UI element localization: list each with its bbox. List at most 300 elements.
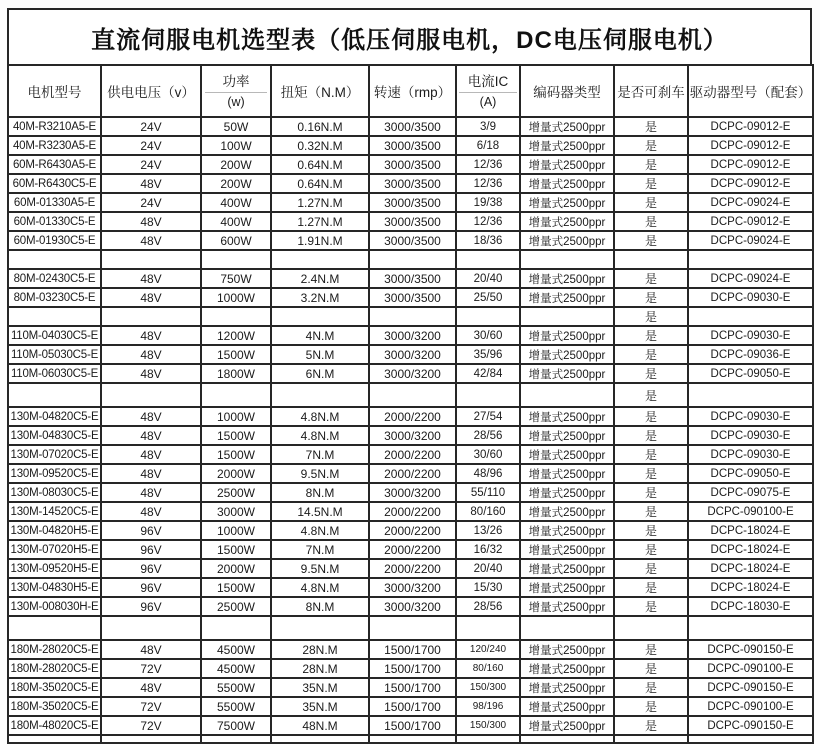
table-cell — [520, 250, 614, 269]
table-cell: 96V — [101, 597, 201, 616]
table-cell: 130M-07020C5-E — [8, 445, 101, 464]
table-cell — [101, 250, 201, 269]
motor-selection-sheet — [7, 8, 812, 744]
table-row — [8, 407, 813, 426]
table-cell: DCPC-09050-E — [688, 364, 813, 383]
table-cell: 是 — [614, 540, 688, 559]
table-row — [8, 364, 813, 383]
table-cell: 是 — [614, 269, 688, 288]
table-cell: 13/26 — [456, 521, 520, 540]
table-cell: 96V — [101, 521, 201, 540]
table-cell: 0.64N.M — [271, 174, 369, 193]
table-cell: 130M-09520C5-E — [8, 464, 101, 483]
table-cell: 1500/1700 — [369, 678, 456, 697]
table-cell: 增量式2500ppr — [520, 117, 614, 136]
table-cell: 增量式2500ppr — [520, 155, 614, 174]
table-cell: 2500W — [201, 597, 271, 616]
table-cell: 60M-01930C5-E — [8, 231, 101, 250]
table-cell: 增量式2500ppr — [520, 445, 614, 464]
table-cell: 3000/3200 — [369, 426, 456, 445]
table-cell — [271, 383, 369, 407]
table-cell — [520, 307, 614, 326]
table-row — [8, 616, 813, 640]
table-cell: 1.91N.M — [271, 231, 369, 250]
table-cell: 14.5N.M — [271, 502, 369, 521]
table-cell: 96V — [101, 540, 201, 559]
table-cell: 3000/3500 — [369, 231, 456, 250]
motor-selection-table — [7, 64, 814, 744]
table-cell: DCPC-09024-E — [688, 193, 813, 212]
table-cell: DCPC-09030-E — [688, 426, 813, 445]
table-cell: 是 — [614, 445, 688, 464]
table-row — [8, 345, 813, 364]
table-cell: 28N.M — [271, 640, 369, 659]
table-cell: 48V — [101, 678, 201, 697]
table-cell: 3000/3200 — [369, 364, 456, 383]
table-cell: 是 — [614, 502, 688, 521]
table-cell: 48V — [101, 502, 201, 521]
table-cell: 0.16N.M — [271, 117, 369, 136]
table-cell: 是 — [614, 697, 688, 716]
table-cell: 8N.M — [271, 483, 369, 502]
table-cell — [271, 616, 369, 640]
table-row — [8, 426, 813, 445]
table-cell: 2000W — [201, 559, 271, 578]
table-cell — [369, 383, 456, 407]
table-cell: 1.27N.M — [271, 212, 369, 231]
page-title: 直流伺服电机选型表（低压伺服电机，DC电压伺服电机） — [91, 26, 728, 54]
table-row — [8, 540, 813, 559]
table-cell: 130M-08030C5-E — [8, 483, 101, 502]
table-cell — [520, 383, 614, 407]
table-cell: 1500/1700 — [369, 659, 456, 678]
table-row — [8, 117, 813, 136]
table-cell — [456, 250, 520, 269]
table-cell: 80/160 — [456, 659, 520, 678]
table-cell: 20/40 — [456, 559, 520, 578]
table-cell: 增量式2500ppr — [520, 136, 614, 155]
table-cell: 2.4N.M — [271, 269, 369, 288]
table-cell: 增量式2500ppr — [520, 174, 614, 193]
table-cell — [688, 250, 813, 269]
table-cell: 1200W — [201, 326, 271, 345]
table-cell: 400W — [201, 193, 271, 212]
table-cell: 9.5N.M — [271, 559, 369, 578]
table-cell: 24V — [101, 155, 201, 174]
table-row — [8, 640, 813, 659]
table-cell: DCPC-09012-E — [688, 136, 813, 155]
table-cell: 8N.M — [271, 597, 369, 616]
table-cell: 2000/2200 — [369, 540, 456, 559]
column-header-1: 供电电压（v） — [101, 65, 201, 117]
table-cell: 3000/3200 — [369, 597, 456, 616]
table-cell: 是 — [614, 174, 688, 193]
column-header-3: 扭矩（N.M） — [271, 65, 369, 117]
table-cell: 12/36 — [456, 212, 520, 231]
table-cell: 是 — [614, 136, 688, 155]
table-row — [8, 464, 813, 483]
table-cell: 是 — [614, 307, 688, 326]
table-cell: 72V — [101, 716, 201, 735]
table-cell: 19/38 — [456, 193, 520, 212]
table-cell: 5500W — [201, 697, 271, 716]
table-row — [8, 383, 813, 407]
table-cell — [8, 383, 101, 407]
table-cell — [271, 735, 369, 743]
table-cell — [101, 616, 201, 640]
table-cell: 1000W — [201, 407, 271, 426]
table-cell: DCPC-090150-E — [688, 716, 813, 735]
table-cell: DCPC-09024-E — [688, 231, 813, 250]
table-cell: 增量式2500ppr — [520, 231, 614, 250]
table-cell: 4.8N.M — [271, 578, 369, 597]
table-cell — [201, 383, 271, 407]
table-cell: 80M-03230C5-E — [8, 288, 101, 307]
table-cell: 42/84 — [456, 364, 520, 383]
column-header-7: 是否可刹车 — [614, 65, 688, 117]
table-cell — [614, 735, 688, 743]
table-cell: 7500W — [201, 716, 271, 735]
table-cell: 增量式2500ppr — [520, 288, 614, 307]
table-cell: 96V — [101, 559, 201, 578]
table-cell: 1.27N.M — [271, 193, 369, 212]
table-cell: 4.8N.M — [271, 521, 369, 540]
table-cell — [8, 735, 101, 743]
table-cell — [201, 250, 271, 269]
table-cell: DCPC-18024-E — [688, 578, 813, 597]
table-cell: 110M-04030C5-E — [8, 326, 101, 345]
table-cell: 48N.M — [271, 716, 369, 735]
table-cell: 48V — [101, 231, 201, 250]
table-cell — [614, 616, 688, 640]
table-row — [8, 445, 813, 464]
table-cell: 2000/2200 — [369, 559, 456, 578]
table-cell: 130M-04820C5-E — [8, 407, 101, 426]
table-row — [8, 193, 813, 212]
table-cell — [369, 307, 456, 326]
table-cell: 4.8N.M — [271, 426, 369, 445]
table-cell — [101, 307, 201, 326]
table-cell: 3000/3500 — [369, 212, 456, 231]
table-cell: 48V — [101, 483, 201, 502]
table-cell: 1500W — [201, 445, 271, 464]
table-cell: 是 — [614, 364, 688, 383]
table-cell: DCPC-09012-E — [688, 117, 813, 136]
table-cell: 是 — [614, 231, 688, 250]
table-cell: 180M-35020C5-E — [8, 697, 101, 716]
table-cell: 增量式2500ppr — [520, 407, 614, 426]
table-cell: 35N.M — [271, 697, 369, 716]
table-cell: DCPC-090100-E — [688, 697, 813, 716]
table-cell: DCPC-18030-E — [688, 597, 813, 616]
table-cell: 48V — [101, 407, 201, 426]
table-cell: 是 — [614, 345, 688, 364]
table-cell: 4500W — [201, 640, 271, 659]
table-cell: 30/60 — [456, 326, 520, 345]
table-cell: 80M-02430C5-E — [8, 269, 101, 288]
table-cell: 增量式2500ppr — [520, 364, 614, 383]
table-cell: 增量式2500ppr — [520, 540, 614, 559]
table-cell — [8, 307, 101, 326]
table-cell — [369, 735, 456, 743]
table-cell — [688, 735, 813, 743]
table-cell: 增量式2500ppr — [520, 212, 614, 231]
table-cell: 7N.M — [271, 445, 369, 464]
table-cell: 增量式2500ppr — [520, 659, 614, 678]
table-row — [8, 155, 813, 174]
table-cell: 增量式2500ppr — [520, 578, 614, 597]
table-cell: 130M-07020H5-E — [8, 540, 101, 559]
table-body — [8, 117, 813, 743]
table-cell: 48V — [101, 269, 201, 288]
table-cell: 40M-R3230A5-E — [8, 136, 101, 155]
table-cell — [688, 383, 813, 407]
table-cell: 2000/2200 — [369, 464, 456, 483]
table-cell: 2000/2200 — [369, 445, 456, 464]
table-row — [8, 136, 813, 155]
table-cell: 60M-01330C5-E — [8, 212, 101, 231]
table-cell: 0.64N.M — [271, 155, 369, 174]
table-cell: 3000/3200 — [369, 578, 456, 597]
table-cell: 3000/3500 — [369, 269, 456, 288]
table-cell: 3.2N.M — [271, 288, 369, 307]
table-cell: 增量式2500ppr — [520, 464, 614, 483]
table-cell — [520, 735, 614, 743]
table-cell: 27/54 — [456, 407, 520, 426]
table-cell: 180M-28020C5-E — [8, 659, 101, 678]
table-cell: DCPC-090100-E — [688, 502, 813, 521]
table-cell: 150/300 — [456, 716, 520, 735]
table-cell: 增量式2500ppr — [520, 502, 614, 521]
table-cell: 3000/3500 — [369, 136, 456, 155]
table-cell: DCPC-09030-E — [688, 407, 813, 426]
table-header — [8, 65, 813, 117]
table-cell: 35/96 — [456, 345, 520, 364]
table-cell: 6/18 — [456, 136, 520, 155]
table-cell: 1500W — [201, 345, 271, 364]
table-cell — [456, 307, 520, 326]
table-cell: 48/96 — [456, 464, 520, 483]
table-cell: 48V — [101, 345, 201, 364]
table-cell: 9.5N.M — [271, 464, 369, 483]
table-cell: 5N.M — [271, 345, 369, 364]
table-cell: DCPC-09030-E — [688, 445, 813, 464]
table-cell: 150/300 — [456, 678, 520, 697]
table-cell: 是 — [614, 212, 688, 231]
column-header-8: 驱动器型号（配套） — [688, 65, 813, 117]
table-row — [8, 716, 813, 735]
table-cell — [456, 735, 520, 743]
table-cell: 48V — [101, 326, 201, 345]
table-cell: DCPC-09030-E — [688, 288, 813, 307]
table-cell: 28/56 — [456, 597, 520, 616]
table-cell: 3000/3500 — [369, 117, 456, 136]
table-row — [8, 174, 813, 193]
table-row — [8, 250, 813, 269]
column-header-2: 功率 (w) — [201, 65, 271, 117]
table-row — [8, 307, 813, 326]
table-cell: 增量式2500ppr — [520, 597, 614, 616]
table-cell — [688, 307, 813, 326]
table-cell — [456, 383, 520, 407]
table-cell: DCPC-09030-E — [688, 326, 813, 345]
table-cell: 48V — [101, 364, 201, 383]
table-cell: 是 — [614, 326, 688, 345]
table-cell: 0.32N.M — [271, 136, 369, 155]
table-cell: DCPC-09012-E — [688, 212, 813, 231]
table-cell: DCPC-090150-E — [688, 640, 813, 659]
table-cell — [369, 616, 456, 640]
table-cell: 1000W — [201, 288, 271, 307]
table-cell: 40M-R3210A5-E — [8, 117, 101, 136]
table-cell: 60M-R6430C5-E — [8, 174, 101, 193]
table-cell: 是 — [614, 193, 688, 212]
table-cell: 是 — [614, 559, 688, 578]
table-cell: DCPC-09075-E — [688, 483, 813, 502]
table-cell: DCPC-09036-E — [688, 345, 813, 364]
table-cell — [201, 307, 271, 326]
table-cell: 48V — [101, 445, 201, 464]
table-cell: 72V — [101, 697, 201, 716]
table-cell: 是 — [614, 578, 688, 597]
table-cell: DCPC-09012-E — [688, 155, 813, 174]
table-row — [8, 735, 813, 743]
table-cell: 180M-35020C5-E — [8, 678, 101, 697]
table-cell: DCPC-09024-E — [688, 269, 813, 288]
table-cell: 3000/3500 — [369, 193, 456, 212]
table-cell: 48V — [101, 640, 201, 659]
table-cell: 是 — [614, 640, 688, 659]
table-cell — [369, 250, 456, 269]
table-cell: 增量式2500ppr — [520, 483, 614, 502]
table-row — [8, 269, 813, 288]
table-cell: 增量式2500ppr — [520, 697, 614, 716]
table-cell: 3/9 — [456, 117, 520, 136]
table-row — [8, 521, 813, 540]
table-cell: 48V — [101, 464, 201, 483]
table-cell: 是 — [614, 659, 688, 678]
table-cell: DCPC-090150-E — [688, 678, 813, 697]
table-row — [8, 559, 813, 578]
table-row — [8, 659, 813, 678]
table-cell: 200W — [201, 174, 271, 193]
table-cell: 12/36 — [456, 174, 520, 193]
table-cell — [201, 735, 271, 743]
table-cell: 96V — [101, 578, 201, 597]
table-cell: 1000W — [201, 521, 271, 540]
table-cell: 24V — [101, 193, 201, 212]
table-cell: 增量式2500ppr — [520, 678, 614, 697]
table-cell: 50W — [201, 117, 271, 136]
table-cell: 180M-48020C5-E — [8, 716, 101, 735]
table-cell: 是 — [614, 597, 688, 616]
table-cell: 130M-04830H5-E — [8, 578, 101, 597]
table-cell: 增量式2500ppr — [520, 326, 614, 345]
table-cell: 2000/2200 — [369, 502, 456, 521]
table-cell: 是 — [614, 155, 688, 174]
table-cell: DCPC-18024-E — [688, 521, 813, 540]
table-row — [8, 578, 813, 597]
table-cell — [688, 616, 813, 640]
table-cell: 4500W — [201, 659, 271, 678]
table-cell: 12/36 — [456, 155, 520, 174]
table-cell: 增量式2500ppr — [520, 269, 614, 288]
title-box — [7, 8, 812, 64]
table-row — [8, 597, 813, 616]
table-row — [8, 326, 813, 345]
table-cell: 72V — [101, 659, 201, 678]
table-cell: 18/36 — [456, 231, 520, 250]
table-cell: 是 — [614, 407, 688, 426]
table-cell: 4.8N.M — [271, 407, 369, 426]
table-cell: 是 — [614, 678, 688, 697]
table-cell: 7N.M — [271, 540, 369, 559]
table-cell: 1500W — [201, 426, 271, 445]
table-cell: 是 — [614, 521, 688, 540]
table-cell: 15/30 — [456, 578, 520, 597]
table-cell: 6N.M — [271, 364, 369, 383]
table-cell: 是 — [614, 288, 688, 307]
table-cell: 增量式2500ppr — [520, 559, 614, 578]
table-cell: 24V — [101, 136, 201, 155]
table-cell: 110M-05030C5-E — [8, 345, 101, 364]
table-row — [8, 502, 813, 521]
table-cell: 35N.M — [271, 678, 369, 697]
table-cell: 80/160 — [456, 502, 520, 521]
table-cell: 是 — [614, 464, 688, 483]
table-cell: 4N.M — [271, 326, 369, 345]
table-cell: 48V — [101, 288, 201, 307]
table-cell: 750W — [201, 269, 271, 288]
table-cell: 16/32 — [456, 540, 520, 559]
table-cell: 25/50 — [456, 288, 520, 307]
table-cell: 30/60 — [456, 445, 520, 464]
table-cell: 180M-28020C5-E — [8, 640, 101, 659]
table-cell: 48V — [101, 212, 201, 231]
column-header-5: 电流IC (A) — [456, 65, 520, 117]
table-row — [8, 678, 813, 697]
table-cell: 1500W — [201, 578, 271, 597]
table-cell: 3000/3500 — [369, 288, 456, 307]
table-row — [8, 697, 813, 716]
table-cell: 增量式2500ppr — [520, 521, 614, 540]
table-cell: 130M-09520H5-E — [8, 559, 101, 578]
table-cell: 400W — [201, 212, 271, 231]
table-row — [8, 212, 813, 231]
table-cell: 是 — [614, 426, 688, 445]
table-cell: 20/40 — [456, 269, 520, 288]
table-cell: DCPC-18024-E — [688, 559, 813, 578]
table-cell: 3000/3200 — [369, 483, 456, 502]
table-cell: 是 — [614, 117, 688, 136]
table-cell: 60M-R6430A5-E — [8, 155, 101, 174]
table-cell: 60M-01330A5-E — [8, 193, 101, 212]
table-cell — [614, 250, 688, 269]
table-cell: 增量式2500ppr — [520, 345, 614, 364]
table-cell: 2000/2200 — [369, 407, 456, 426]
table-cell: 55/110 — [456, 483, 520, 502]
table-cell — [8, 250, 101, 269]
table-row — [8, 288, 813, 307]
table-cell: 2000/2200 — [369, 521, 456, 540]
table-cell: 2000W — [201, 464, 271, 483]
header-row — [8, 65, 813, 117]
table-cell: 130M-04820H5-E — [8, 521, 101, 540]
table-row — [8, 231, 813, 250]
table-cell: 28N.M — [271, 659, 369, 678]
table-cell — [101, 735, 201, 743]
table-cell — [201, 616, 271, 640]
